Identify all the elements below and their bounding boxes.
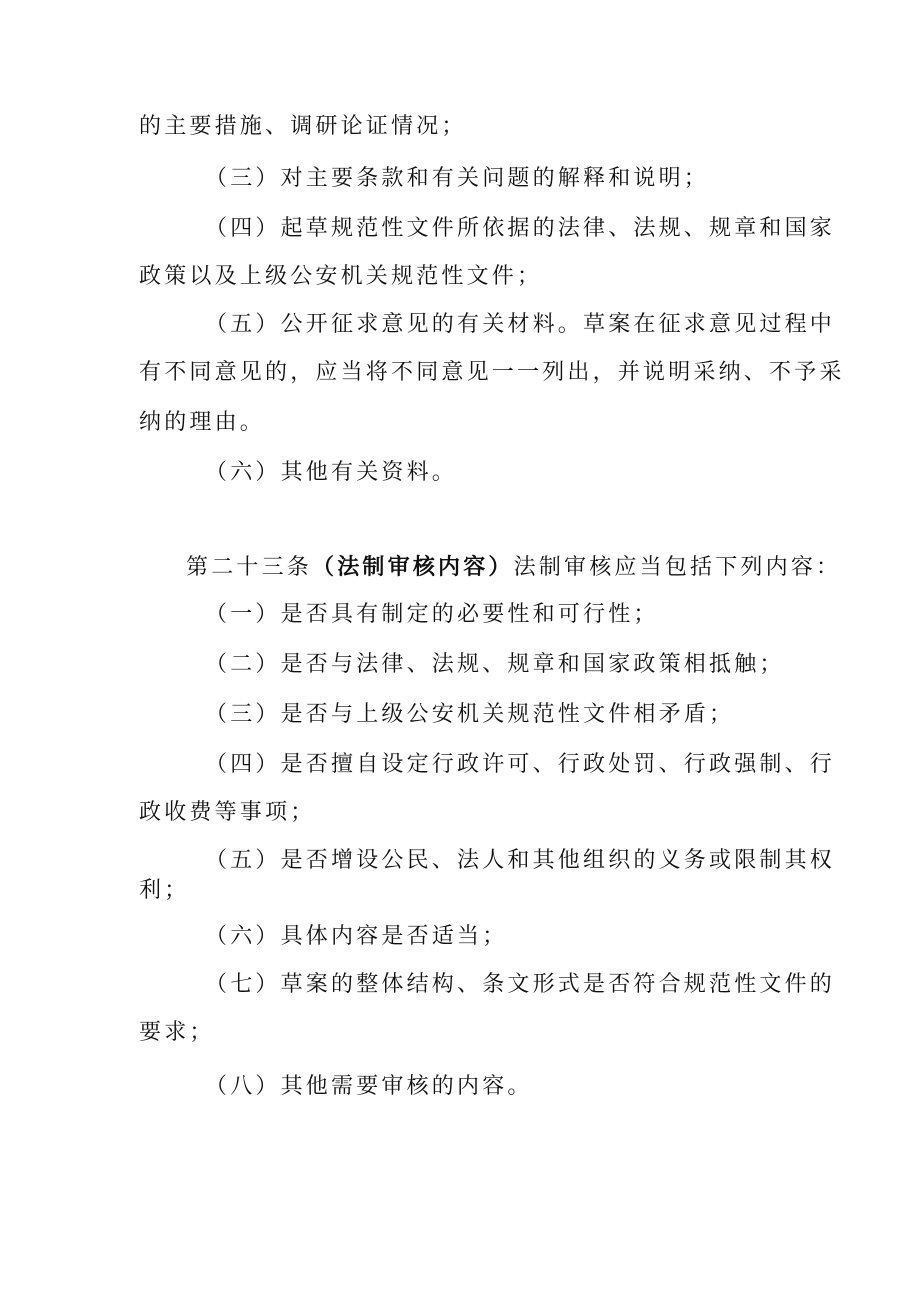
list-item-5: （五）公开征求意见的有关材料。草案在征求意见过程中 [205,312,836,337]
review-item-2: （二）是否与法律、法规、规章和国家政策相抵触； [205,652,785,677]
list-item-4: （四）起草规范性文件所依据的法律、法规、规章和国家 [205,216,836,241]
text-line: 政收费等事项； [139,800,316,825]
list-item-3: （三）对主要条款和有关问题的解释和说明； [205,166,710,191]
review-item-7: （七）草案的整体结构、条文形式是否符合规范性文件的 [205,972,836,997]
article-number: 第二十三条 [186,555,313,580]
text-line: 的主要措施、调研论证情况； [139,114,467,139]
article-intro: 法制审核应当包括下列内容： [513,555,842,580]
review-item-4: （四）是否擅自设定行政许可、行政处罚、行政强制、行 [205,752,836,777]
text-line: 纳的理由。 [139,410,266,435]
article-heading [186,552,842,583]
review-item-5: （五）是否增设公民、法人和其他组织的义务或限制其权 [205,848,836,873]
article-title: （法制审核内容） [312,554,514,580]
list-item-6: （六）其他有关资料。 [205,460,458,485]
text-line: 利； [139,878,190,903]
review-item-1: （一）是否具有制定的必要性和可行性； [205,602,659,627]
review-item-3: （三）是否与上级公安机关规范性文件相矛盾； [205,702,735,727]
review-item-6: （六）具体内容是否适当； [205,924,508,949]
text-line: 政策以及上级公安机关规范性文件； [139,264,543,289]
text-line: 有不同意见的，应当将不同意见一一列出，并说明采纳、不予采 [139,360,845,385]
review-item-8: （八）其他需要审核的内容。 [205,1074,533,1099]
text-line: 要求； [139,1020,215,1045]
